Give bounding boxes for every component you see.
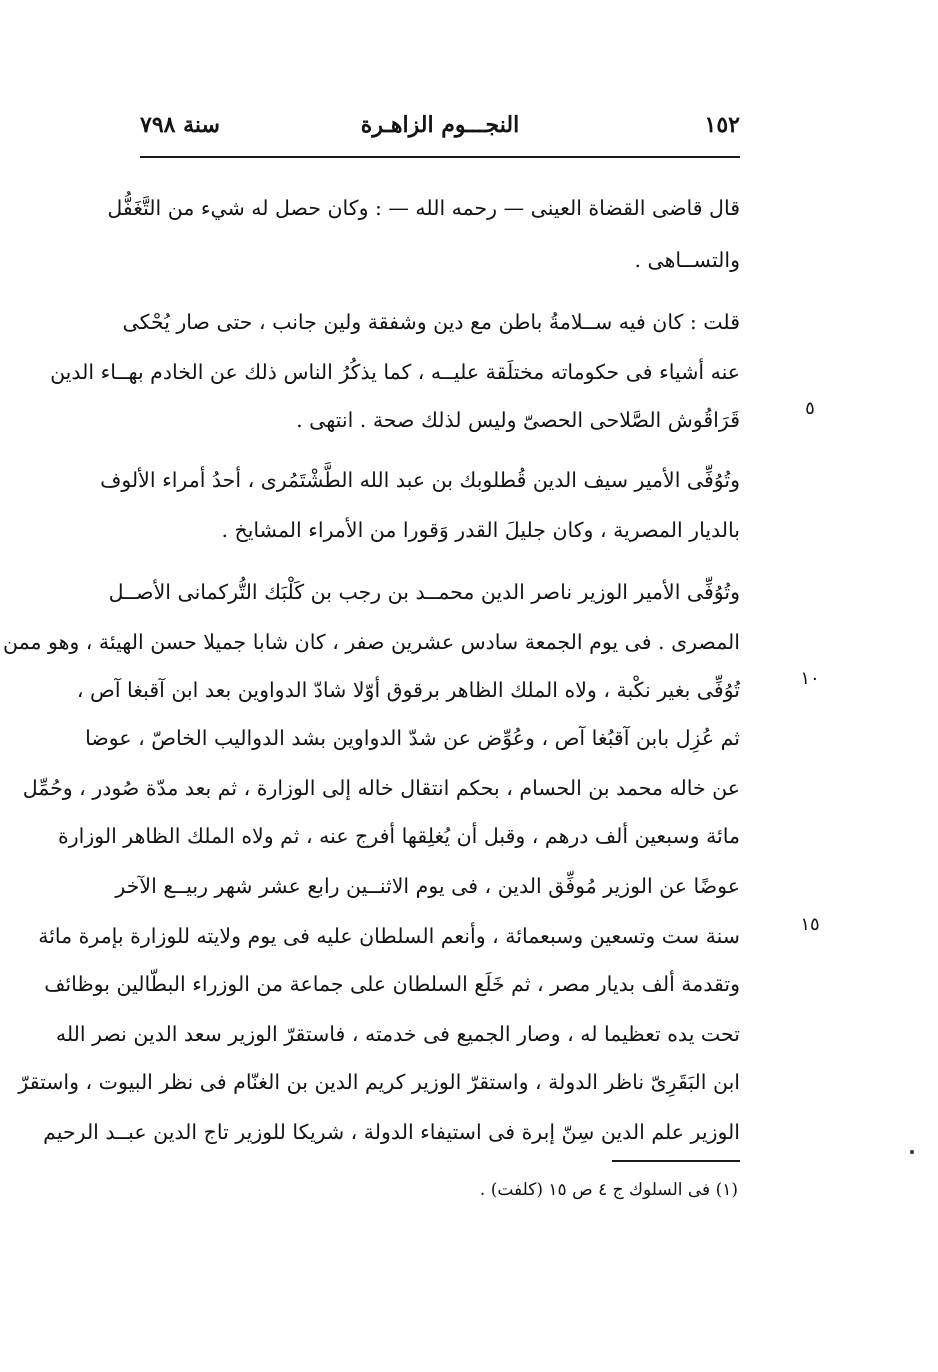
text-line: ثم عُزِل بابن آقبُغا آص ، وعُوِّض عن شدّ الدواوين بشد الدواليب الخاصّ ، عوضا bbox=[85, 726, 740, 750]
text-line: عنه أشياء فى حكوماته مختلَقة عليــه ، كما يذكُرُ الناس ذلك عن الخادم بهــاء الدين bbox=[50, 360, 740, 384]
text-line: والتســاهى . bbox=[634, 248, 740, 272]
footnote-rule bbox=[612, 1160, 740, 1162]
book-title: النجـــوم الزاهـرة bbox=[360, 112, 520, 138]
text-line: المصرى . فى يوم الجمعة سادس عشرين صفر ، كان شابا جميلا حسن الهيئة ، وهو ممن bbox=[3, 630, 740, 654]
text-line: مائة وسبعين ألف درهم ، وقبل أن يُغلِقها أفرج عنه ، ثم ولاه الملك الظاهر الوزارة bbox=[58, 824, 740, 848]
text-line: وتُوُفِّى الأمير سيف الدين قُطلوبك بن عبد الله الطَّشْتَمُرى ، أحدُ أمراء الألوف bbox=[100, 468, 740, 492]
text-line: قلت : كان فيه ســلامةُ باطن مع دين وشفقة ولين جانب ، حتى صار يُحْكى bbox=[122, 310, 740, 334]
text-line: سنة ست وتسعين وسبعمائة ، وأنعم السلطان عليه فى يوم ولايته للوزارة بإمرة مائة bbox=[38, 924, 740, 948]
text-line: الوزير علم الدين سِنّ إبرة فى استيفاء الدولة ، شريكا للوزير تاج الدين عبــد الرحيم bbox=[43, 1120, 740, 1144]
text-line: وتقدمة ألف بديار مصر ، ثم خَلَع السلطان على جماعة من الوزراء البطّالين بوظائف bbox=[44, 972, 740, 996]
year-heading: سنة ٧٩٨ bbox=[140, 112, 220, 138]
footnote: (١) فى السلوك ج ٤ ص ١٥ (كلفت) . bbox=[479, 1180, 738, 1200]
text-line: ابن البَقَرِىّ ناظر الدولة ، واستقرّ الوزير كريم الدين بن الغنّام فى نظر البيوت ، واستقرّ bbox=[18, 1070, 740, 1094]
running-header bbox=[140, 112, 740, 152]
scan-speck bbox=[910, 1150, 914, 1154]
line-number-margin: ١٠ bbox=[800, 668, 820, 689]
line-number-margin: ٥ bbox=[805, 398, 815, 419]
text-line: عن خاله محمد بن الحسام ، بحكم انتقال خاله إلى الوزارة ، ثم بعد مدّة صُودر ، وحُمِّل bbox=[22, 776, 740, 800]
page-number: ١٥٢ bbox=[704, 112, 740, 138]
header-rule bbox=[140, 156, 740, 158]
text-line: وتُوُفِّى الأمير الوزير ناصر الدين محمــد بن رجب بن كَلْبَك التُّركمانى الأصــل bbox=[108, 580, 740, 604]
text-line: قَرَاقُوش الصَّلاحى الحصىّ وليس لذلك صحة . انتهى . bbox=[296, 408, 740, 432]
line-number-margin: ١٥ bbox=[800, 914, 820, 935]
text-line: تُوُفِّى بغير نكْبة ، ولاه الملك الظاهر برقوق أوّلا شادّ الدواوين بعد ابن آقبغا آص ، bbox=[76, 678, 740, 702]
text-line: بالديار المصرية ، وكان جليلَ القدر وَقورا من الأمراء المشايخ . bbox=[221, 518, 740, 542]
text-line: عوضًا عن الوزير مُوفِّق الدين ، فى يوم الاثنــين رابع عشر شهر ربيــع الآخر bbox=[115, 874, 740, 898]
text-line: تحت يده تعظيما له ، وصار الجميع فى خدمته ، فاستقرّ الوزير سعد الدين نصر الله bbox=[55, 1022, 740, 1046]
text-line: قال قاضى القضاة العينى — رحمه الله — : وكان حصل له شيء من التَّغَفُّل bbox=[107, 196, 740, 220]
